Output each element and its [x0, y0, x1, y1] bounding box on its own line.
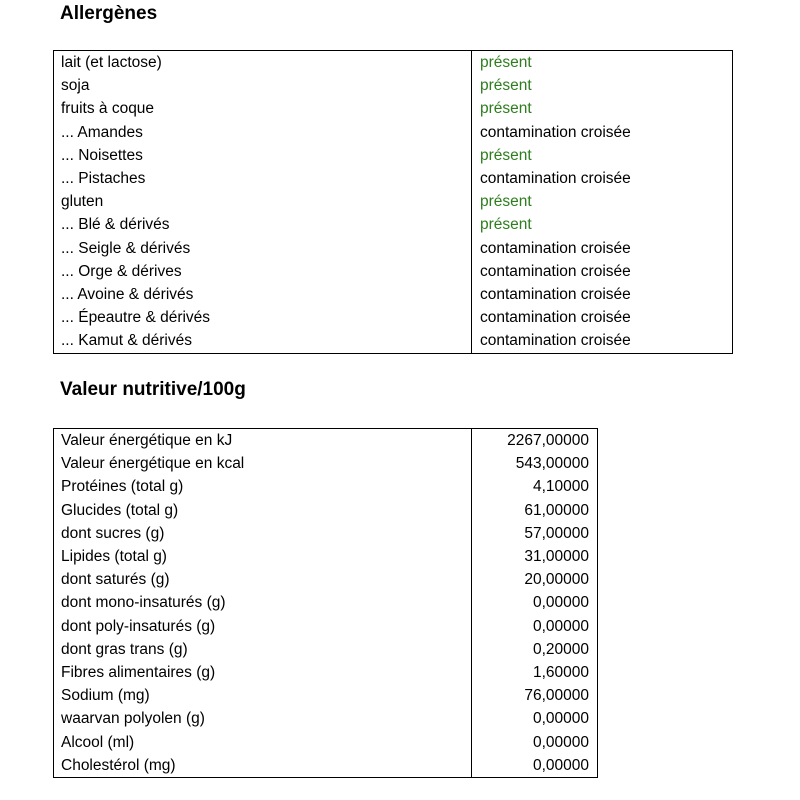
nutrient-name: Valeur énergétique en kJ: [54, 429, 472, 453]
allergen-row: [54, 74, 733, 97]
nutrition-row: [54, 568, 598, 591]
allergen-status: contamination croisée: [480, 239, 631, 257]
nutrient-value: 0,00000: [532, 733, 589, 751]
allergen-name: lait (et lactose): [54, 51, 472, 75]
allergen-status: contamination croisée: [480, 286, 631, 304]
allergen-status: contamination croisée: [480, 170, 631, 188]
nutrition-row: [54, 522, 598, 545]
nutrition-row: [54, 475, 598, 498]
nutrient-name: dont mono-insaturés (g): [54, 591, 472, 614]
nutrition-row: [54, 591, 598, 614]
allergen-row: [54, 213, 733, 236]
nutrient-name: Fibres alimentaires (g): [54, 661, 472, 684]
nutrient-name: dont saturés (g): [54, 568, 472, 591]
nutrition-row: [54, 615, 598, 638]
nutrient-value: 2267,00000: [507, 432, 589, 449]
allergen-row: [54, 121, 733, 144]
allergen-name: ... Seigle & dérivés: [54, 237, 472, 260]
nutrition-row: [54, 499, 598, 522]
nutrition-row: [54, 429, 598, 453]
nutrition-row: [54, 545, 598, 568]
allergen-name: soja: [54, 74, 472, 97]
nutrient-name: dont poly-insaturés (g): [54, 615, 472, 638]
allergen-row: [54, 190, 733, 213]
nutrient-value: 20,00000: [524, 571, 589, 589]
nutrient-value: 543,00000: [515, 455, 589, 473]
allergen-status: contamination croisée: [480, 123, 631, 141]
allergen-status: présent: [480, 146, 532, 164]
allergen-row: [54, 144, 733, 167]
allergen-row: [54, 260, 733, 283]
nutrient-value: 76,00000: [524, 687, 589, 705]
nutrient-value: 0,00000: [532, 756, 589, 774]
allergen-row: [54, 97, 733, 120]
nutrient-value: 0,00000: [532, 710, 589, 728]
nutrient-value: 61,00000: [524, 501, 589, 519]
nutrient-value: 57,00000: [524, 524, 589, 542]
nutrient-name: dont gras trans (g): [54, 638, 472, 661]
allergen-name: ... Amandes: [54, 121, 472, 144]
nutrient-value: 1,60000: [532, 664, 589, 682]
nutrient-value: 31,00000: [524, 548, 589, 566]
allergen-row: [54, 51, 733, 75]
nutrition-row: [54, 684, 598, 707]
nutrient-name: Sodium (mg): [54, 684, 472, 707]
nutrient-name: Glucides (total g): [54, 499, 472, 522]
allergen-status: contamination croisée: [480, 309, 631, 327]
nutrient-name: Protéines (total g): [54, 475, 472, 498]
nutrition-row: [54, 661, 598, 684]
allergen-row: [54, 306, 733, 329]
allergen-row: [54, 237, 733, 260]
allergen-status: contamination croisée: [480, 262, 631, 280]
allergen-name: ... Pistaches: [54, 167, 472, 190]
allergen-row: [54, 167, 733, 190]
nutrition-title: Valeur nutritive/100g: [60, 379, 246, 400]
nutrient-name: waarvan polyolen (g): [54, 707, 472, 730]
nutrient-name: dont sucres (g): [54, 522, 472, 545]
nutrient-value: 0,20000: [532, 640, 589, 658]
allergen-status: contamination croisée: [480, 332, 631, 350]
allergen-row: [54, 283, 733, 306]
nutrient-value: 0,00000: [532, 594, 589, 612]
allergen-status: présent: [480, 100, 532, 118]
nutrition-row: [54, 707, 598, 730]
allergen-name: gluten: [54, 190, 472, 213]
allergens-table: [53, 50, 733, 354]
nutrient-value: 4,10000: [532, 478, 589, 496]
nutrient-name: Cholestérol (mg): [54, 754, 472, 778]
allergen-status: présent: [480, 77, 532, 95]
allergen-name: ... Blé & dérivés: [54, 213, 472, 236]
nutrition-row: [54, 754, 598, 778]
allergen-status: présent: [480, 54, 532, 71]
nutrition-row: [54, 731, 598, 754]
nutrient-name: Valeur énergétique en kcal: [54, 452, 472, 475]
allergen-name: ... Kamut & dérivés: [54, 329, 472, 353]
nutrition-row: [54, 638, 598, 661]
allergen-status: présent: [480, 216, 532, 234]
nutrient-name: Lipides (total g): [54, 545, 472, 568]
nutrient-value: 0,00000: [532, 617, 589, 635]
allergen-name: ... Épeautre & dérivés: [54, 306, 472, 329]
allergen-name: fruits à coque: [54, 97, 472, 120]
nutrition-row: [54, 452, 598, 475]
allergen-name: ... Noisettes: [54, 144, 472, 167]
allergen-name: ... Avoine & dérivés: [54, 283, 472, 306]
allergens-title: Allergènes: [60, 3, 158, 24]
nutrient-name: Alcool (ml): [54, 731, 472, 754]
allergen-name: ... Orge & dérives: [54, 260, 472, 283]
nutrition-table: [53, 428, 598, 778]
allergen-row: [54, 329, 733, 353]
allergen-status: présent: [480, 193, 532, 211]
